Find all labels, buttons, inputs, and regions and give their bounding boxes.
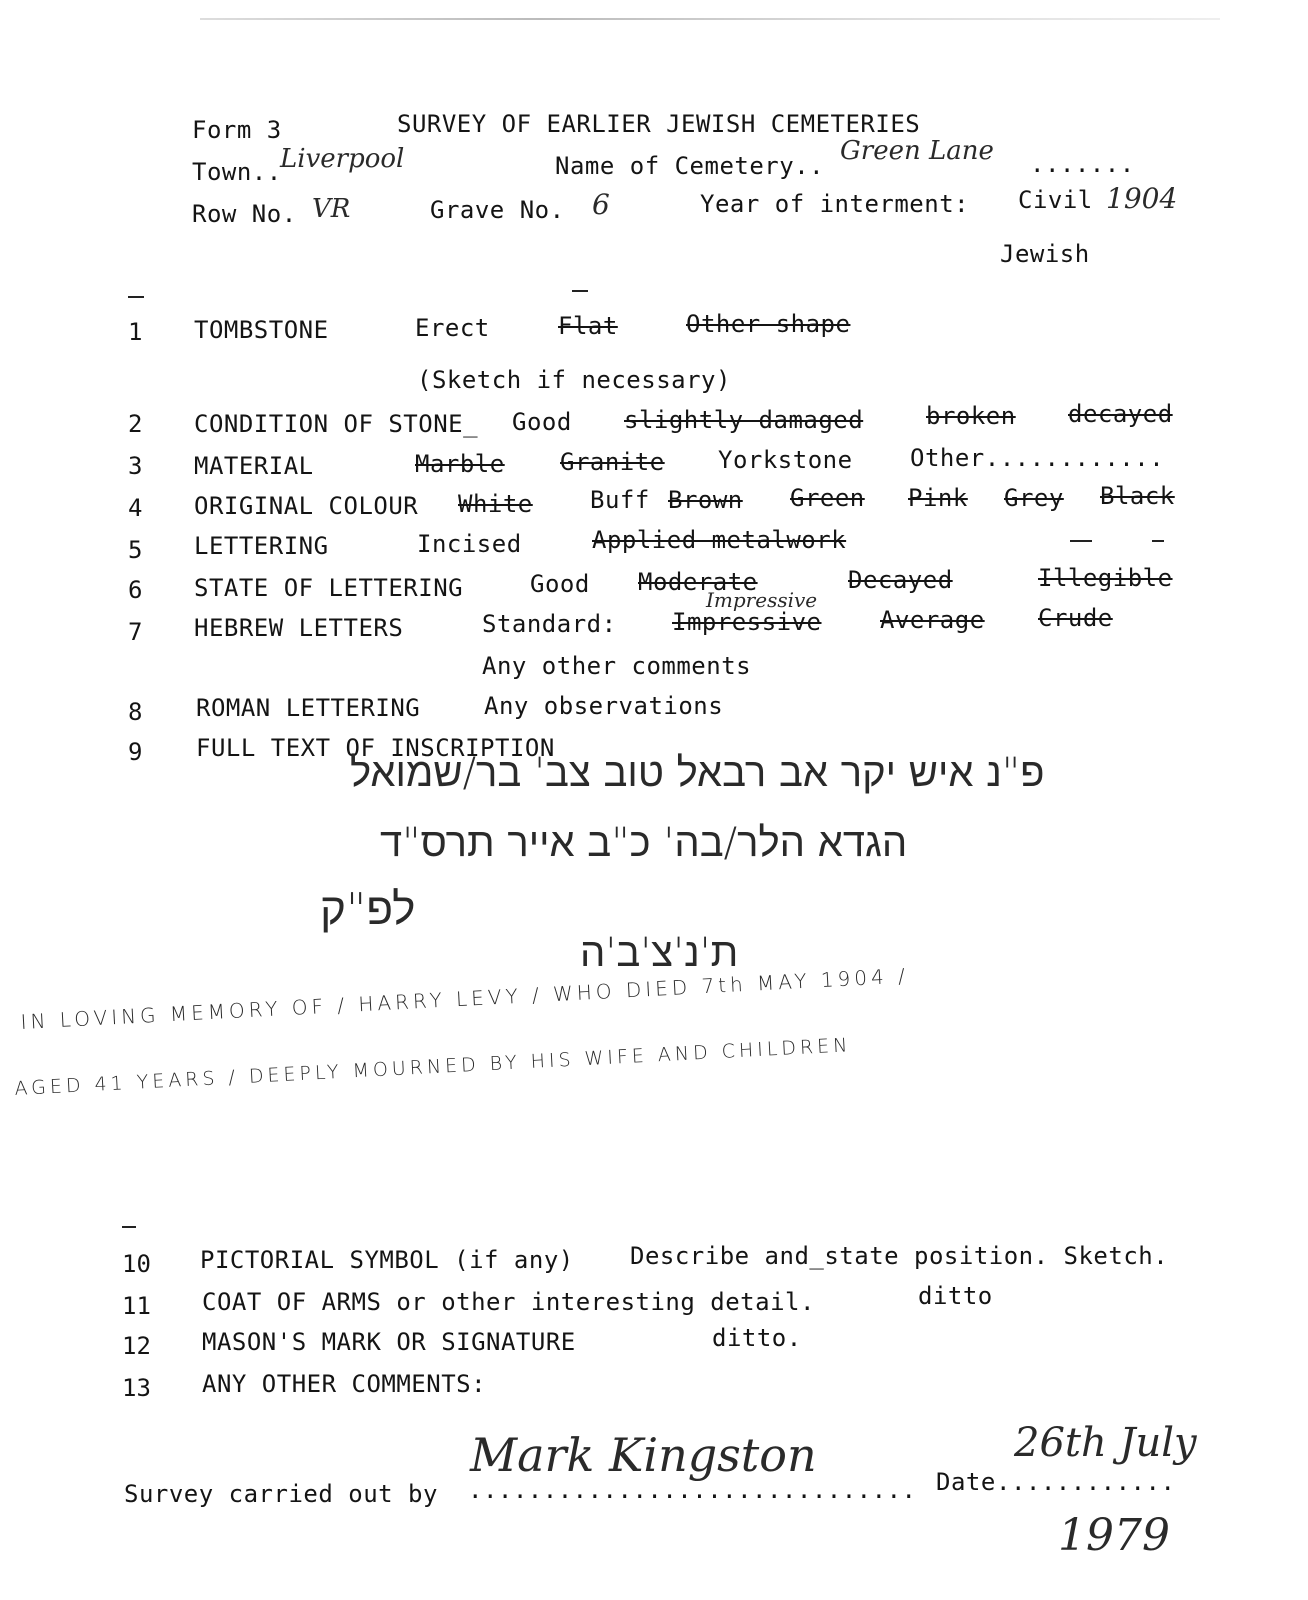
option-other-shape: Other shape	[686, 310, 851, 338]
item-number: 8	[128, 698, 143, 726]
tick-mark	[1152, 540, 1164, 542]
colour-label: ORIGINAL COLOUR	[194, 492, 419, 520]
hebrew-inscription-line: פ"נ איש יקר אב רבאל טוב צב' בר/שמואל	[350, 750, 1045, 796]
civil-year-value: 1904	[1106, 182, 1178, 215]
item-number: 7	[128, 618, 143, 646]
english-inscription-line: IN LOVING MEMORY OF / HARRY LEVY / WHO DIED 7th MAY 1904 /	[20, 963, 910, 1034]
state-label: STATE OF LETTERING	[194, 574, 464, 602]
tick-mark	[122, 1226, 136, 1228]
date-year-value: 1979	[1058, 1510, 1170, 1561]
date-label: Date	[936, 1468, 996, 1496]
item-number: 12	[122, 1332, 151, 1360]
form-number: Form 3	[192, 116, 282, 144]
item-number: 1	[128, 318, 143, 346]
option-slightly-damaged: slightly damaged	[624, 406, 864, 434]
option-decayed: decayed	[1068, 400, 1173, 428]
roman-lettering-label: ROMAN LETTERING	[196, 694, 421, 722]
civil-label: Civil	[1018, 186, 1093, 214]
option-decayed: Decayed	[848, 566, 953, 594]
option-flat: Flat	[558, 312, 618, 340]
hebrew-inscription-line: ת'נ'צ'ב'ה	[580, 930, 739, 976]
option-moderate: Moderate	[638, 568, 758, 596]
option-illegible: Illegible	[1038, 564, 1173, 592]
option-black: Black	[1100, 482, 1175, 510]
surveyor-signature: Mark Kingston	[470, 1428, 817, 1482]
option-good: Good	[512, 408, 572, 436]
option-applied-metalwork: Applied metalwork	[592, 526, 847, 554]
row-label: Row No.	[192, 200, 297, 228]
jewish-label: Jewish	[1000, 240, 1090, 268]
option-white: White	[458, 490, 533, 518]
option-marble: Marble	[415, 450, 505, 478]
condition-label: CONDITION OF STONE_	[194, 410, 479, 438]
item-number: 2	[128, 410, 143, 438]
material-label: MATERIAL	[194, 452, 314, 480]
tick-mark	[128, 296, 144, 298]
year-label: Year of interment:	[700, 190, 970, 218]
hebrew-inscription-line: לפ"ק	[320, 884, 416, 935]
standard-label: Standard:	[482, 610, 617, 638]
option-brown: Brown	[668, 486, 743, 514]
item-number: 10	[122, 1250, 151, 1278]
option-incised: Incised	[417, 530, 522, 558]
item-number: 9	[128, 738, 143, 766]
hebrew-inscription-line: הגדא הלר/בה' כ"ב אייר תרס"ד	[380, 820, 908, 866]
grave-value: 6	[592, 188, 610, 221]
option-buff: Buff	[590, 486, 650, 514]
option-granite: Granite	[560, 448, 665, 476]
option-good: Good	[530, 570, 590, 598]
coat-of-arms-label: COAT OF ARMS or other interesting detail.	[202, 1288, 815, 1316]
hebrew-letters-label: HEBREW LETTERS	[194, 614, 404, 642]
item-number: 3	[128, 452, 143, 480]
tombstone-label: TOMBSTONE	[194, 316, 329, 344]
lettering-label: LETTERING	[194, 532, 329, 560]
surveyor-dots: ..............................	[468, 1476, 917, 1504]
option-impressive: Impressive	[672, 608, 822, 636]
item-number: 5	[128, 536, 143, 564]
handwritten-impressive: Impressive	[706, 588, 818, 612]
cemetery-dots: .......	[1030, 150, 1135, 178]
option-green: Green	[790, 484, 865, 512]
surveyor-label: Survey carried out by	[124, 1480, 438, 1508]
option-crude: Crude	[1038, 604, 1113, 632]
full-text-label: FULL TEXT OF INSCRIPTION	[196, 734, 555, 762]
pictorial-instructions: Describe and_state position. Sketch.	[630, 1242, 1169, 1270]
town-label: Town..	[192, 158, 282, 186]
other-comments-heading: ANY OTHER COMMENTS:	[202, 1370, 487, 1398]
other-comments-label: Any other comments	[482, 652, 752, 680]
option-erect: Erect	[415, 314, 490, 342]
item-number: 4	[128, 494, 143, 522]
cemetery-value: Green Lane	[840, 136, 994, 166]
option-other: Other............	[910, 444, 1165, 472]
ditto-label: ditto	[918, 1282, 993, 1310]
item-number: 13	[122, 1374, 151, 1402]
option-broken: broken	[926, 402, 1016, 430]
date-dots: ............	[996, 1468, 1176, 1496]
ditto-label: ditto.	[712, 1324, 802, 1352]
tick-mark	[572, 290, 588, 292]
cemetery-label: Name of Cemetery..	[555, 152, 825, 180]
date-value: 26th July	[1014, 1420, 1197, 1466]
item-number: 11	[122, 1292, 151, 1320]
option-grey: Grey	[1004, 484, 1064, 512]
option-average: Average	[880, 606, 985, 634]
town-value: Liverpool	[280, 144, 405, 174]
item-number: 6	[128, 576, 143, 604]
sketch-note: (Sketch if necessary)	[417, 366, 731, 394]
option-yorkstone: Yorkstone	[718, 446, 853, 474]
pictorial-label: PICTORIAL SYMBOL (if any)	[200, 1246, 574, 1274]
tick-mark	[1070, 540, 1092, 542]
scan-top-edge	[200, 18, 1220, 20]
mason-mark-label: MASON'S MARK OR SIGNATURE	[202, 1328, 576, 1356]
option-pink: Pink	[908, 484, 968, 512]
row-value: VR	[312, 194, 351, 224]
form-title: SURVEY OF EARLIER JEWISH CEMETERIES	[397, 110, 921, 138]
grave-label: Grave No.	[430, 196, 565, 224]
english-inscription-line: AGED 41 YEARS / DEEPLY MOURNED BY HIS WIFE AND CHILDREN	[14, 1034, 852, 1100]
observations-label: Any observations	[484, 692, 724, 720]
